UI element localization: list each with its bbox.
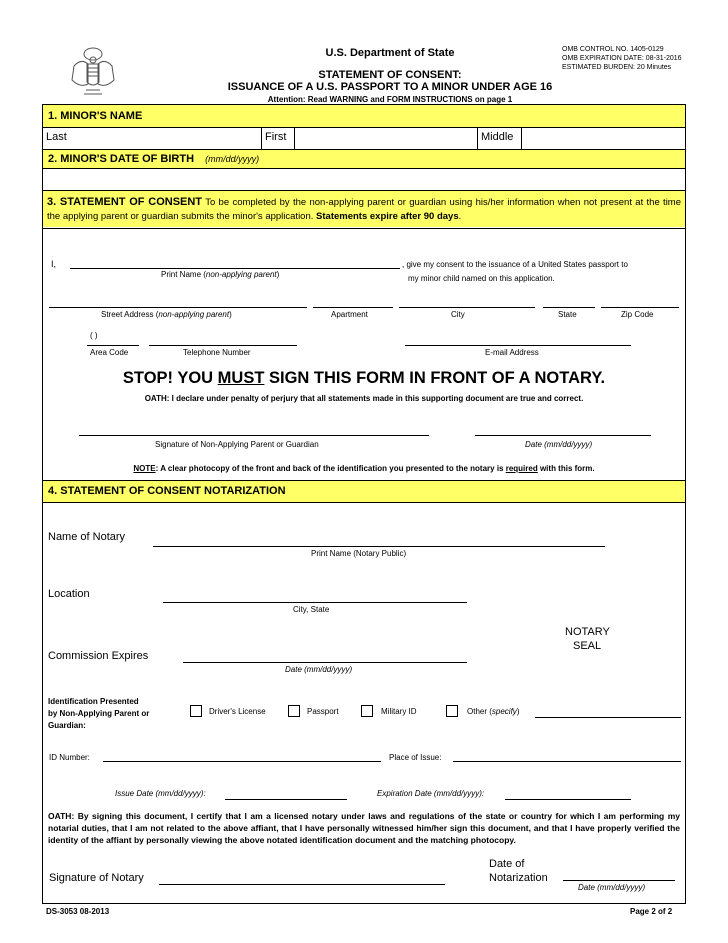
city-line[interactable] <box>399 307 535 308</box>
stop-warning: STOP! YOU MUST SIGN THIS FORM IN FRONT OF A NOTARY. <box>122 369 606 387</box>
page-number: Page 2 of 2 <box>630 907 673 916</box>
dob-field[interactable] <box>43 169 685 190</box>
oath-statement: OATH: I declare under penalty of perjury that all statements made in this supporting document are true and correct. <box>144 394 584 403</box>
expiration-date-line[interactable] <box>505 799 631 800</box>
i-label: I, <box>51 259 57 269</box>
area-code-caption: Area Code <box>90 348 129 357</box>
section3-expire: Statements expire after 90 days <box>316 211 459 222</box>
notary-seal-label-1: NOTARY <box>565 626 610 638</box>
date-of-notarization-label-1: Date of <box>489 858 525 870</box>
signature-caption: Signature of Non-Applying Parent or Guardian <box>155 440 319 449</box>
department-seal-icon <box>66 44 120 100</box>
signature-date-caption: Date (mm/dd/yyyy) <box>525 440 593 449</box>
apartment-line[interactable] <box>313 307 393 308</box>
email-line[interactable] <box>405 345 631 346</box>
section4-title: 4. STATEMENT OF CONSENT NOTARIZATION <box>48 485 286 497</box>
section3-description: To be completed by the non-applying parent or guardian using his/her information when not present at the time the applying parent or guardian submits the minor's application. <box>47 197 682 222</box>
middle-name-field[interactable] <box>522 127 684 149</box>
location-label: Location <box>48 588 90 600</box>
drivers-license-label: Driver's License <box>209 707 266 716</box>
photocopy-note: NOTE: A clear photocopy of the front and back of the identification you presented to the notary is required with this form. <box>133 464 595 473</box>
id-presented-label-3: Guardian: <box>48 721 86 730</box>
notary-seal-label-2: SEAL <box>573 640 602 652</box>
notary-oath: OATH: By signing this document, I certify that I am a licensed notary under laws and regulations of the state or country for which I am performing my notarial duties, that I am not related to the above affiant, that I have personally witnessed him/her sign this document, and that I have properly verified the identity of the affiant by personally viewing the above notated identification document and the matching photocopy. <box>48 811 680 845</box>
last-name-field[interactable] <box>81 127 261 149</box>
date-of-notarization-label-2: Notarization <box>489 872 548 884</box>
issue-date-label: Issue Date (mm/dd/yyyy): <box>115 789 206 798</box>
state-caption: State <box>558 310 577 319</box>
location-line[interactable] <box>163 602 467 603</box>
state-line[interactable] <box>543 307 595 308</box>
military-id-checkbox[interactable] <box>361 705 373 717</box>
form-title-line1: STATEMENT OF CONSENT: <box>318 69 462 81</box>
telephone-line[interactable] <box>149 345 297 346</box>
commission-date-caption: Date (mm/dd/yyyy) <box>285 665 353 674</box>
consent-text-2: my minor child named on this application. <box>408 274 555 283</box>
apartment-caption: Apartment <box>331 310 368 319</box>
zip-caption: Zip Code <box>621 310 654 319</box>
print-name-notary-caption: Print Name (Notary Public) <box>311 549 407 558</box>
dob-format: (mm/dd/yyyy) <box>205 154 260 164</box>
section2-header <box>43 150 685 168</box>
form-body <box>42 104 686 904</box>
omb-control-no: OMB CONTROL NO. 1405-0129 <box>562 46 664 53</box>
last-name-label: Last <box>46 131 67 143</box>
zip-line[interactable] <box>601 307 679 308</box>
area-code-parens[interactable]: ( ) <box>90 331 98 340</box>
print-name-line[interactable] <box>70 268 400 269</box>
other-specify-line[interactable] <box>535 717 681 718</box>
consent-text-1: , give my consent to the issuance of a United States passport to <box>402 260 628 269</box>
section4-header <box>43 481 685 502</box>
other-checkbox[interactable] <box>446 705 458 717</box>
section1-header <box>43 105 685 127</box>
other-label: Other (specify) <box>467 707 520 716</box>
commission-expires-label: Commission Expires <box>48 650 149 662</box>
place-of-issue-line[interactable] <box>453 761 681 762</box>
department-name: U.S. Department of State <box>325 47 455 59</box>
middle-name-label: Middle <box>481 131 514 143</box>
section1-title: 1. MINOR'S NAME <box>48 110 143 122</box>
id-presented-label-2: by Non-Applying Parent or <box>48 709 150 718</box>
telephone-caption: Telephone Number <box>183 348 251 357</box>
name-of-notary-line[interactable] <box>153 546 605 547</box>
notarization-date-caption: Date (mm/dd/yyyy) <box>578 883 646 892</box>
drivers-license-checkbox[interactable] <box>190 705 202 717</box>
city-state-caption: City, State <box>293 605 330 614</box>
form-title-line2: ISSUANCE OF A U.S. PASSPORT TO A MINOR UNDER AGE 16 <box>227 81 553 93</box>
attention-note: Attention: Read WARNING and FORM INSTRUCTIONS on page 1 <box>267 95 513 104</box>
signature-of-notary-line[interactable] <box>159 884 445 885</box>
first-name-label: First <box>265 131 287 143</box>
area-code-line <box>87 345 139 346</box>
issue-date-line[interactable] <box>225 799 347 800</box>
section3-header: 3. STATEMENT OF CONSENT To be completed by the non-applying parent or guardian using his/her information when not present at the time the applying parent or guardian submits the minor's application. Statements expire after 90 days. <box>43 191 685 227</box>
date-of-notarization-line[interactable] <box>563 880 675 881</box>
military-id-label: Military ID <box>381 707 417 716</box>
print-name-caption: Print Name (non-applying parent) <box>161 270 280 279</box>
city-caption: City <box>451 310 465 319</box>
section3-title: 3. STATEMENT OF CONSENT <box>47 196 203 208</box>
form-number: DS-3053 08-2013 <box>46 907 110 916</box>
signature-line[interactable] <box>79 435 429 436</box>
section2-title: 2. MINOR'S DATE OF BIRTH <box>48 153 195 165</box>
id-number-label: ID Number: <box>49 753 90 762</box>
expiration-date-label: Expiration Date (mm/dd/yyyy): <box>377 789 485 798</box>
first-name-field[interactable] <box>295 127 477 149</box>
estimated-burden: ESTIMATED BURDEN: 20 Minutes <box>562 64 672 71</box>
commission-expires-line[interactable] <box>183 662 467 663</box>
street-address-caption: Street Address (non-applying parent) <box>101 310 232 319</box>
signature-date-line[interactable] <box>475 435 651 436</box>
name-of-notary-label: Name of Notary <box>48 531 126 543</box>
id-presented-label-1: Identification Presented <box>48 697 139 706</box>
signature-of-notary-label: Signature of Notary <box>49 872 144 884</box>
place-of-issue-label: Place of Issue: <box>389 753 442 762</box>
email-caption: E-mail Address <box>485 348 539 357</box>
id-number-line[interactable] <box>103 761 381 762</box>
street-address-line[interactable] <box>49 307 307 308</box>
omb-expiration-date: OMB EXPIRATION DATE: 08-31-2016 <box>562 55 682 62</box>
passport-checkbox[interactable] <box>288 705 300 717</box>
passport-label: Passport <box>307 707 339 716</box>
